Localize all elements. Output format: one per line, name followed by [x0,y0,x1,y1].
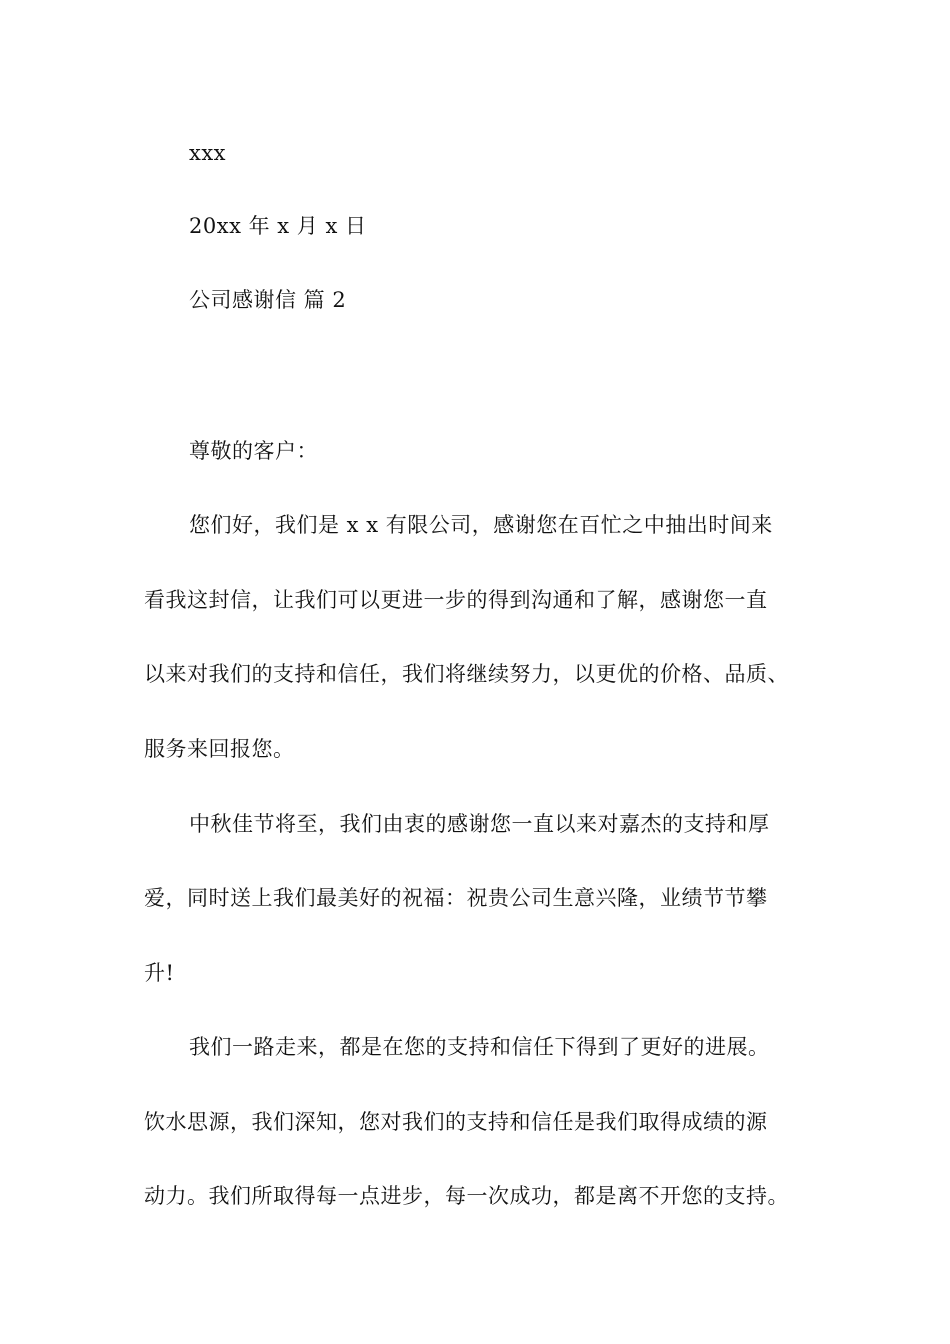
paragraph-3-line-1: 我们一路走来，都是在您的支持和信任下得到了更好的进展。 [189,1035,770,1059]
paragraph-1-line-2: 看我这封信，让我们可以更进一步的得到沟通和了解，感谢您一直 [144,588,768,612]
article-title: 公司感谢信 篇 2 [189,288,347,312]
paragraph-2-line-3: 升! [144,961,175,985]
paragraph-3-line-3: 动力。我们所取得每一点进步，每一次成功，都是离不开您的支持。 [144,1184,789,1208]
signature-line: xxx [189,141,227,165]
paragraph-2-line-1: 中秋佳节将至，我们由衷的感谢您一直以来对嘉杰的支持和厚 [189,812,770,836]
date-line: 20xx 年 x 月 x 日 [189,214,367,238]
paragraph-2-line-2: 爱，同时送上我们最美好的祝福：祝贵公司生意兴隆，业绩节节攀 [144,886,768,910]
paragraph-1-line-4: 服务来回报您。 [144,737,295,761]
salutation: 尊敬的客户： [189,439,318,463]
paragraph-1-line-1: 您们好，我们是 x x 有限公司，感谢您在百忙之中抽出时间来 [189,513,773,537]
paragraph-3-line-2: 饮水思源，我们深知，您对我们的支持和信任是我们取得成绩的源 [144,1110,768,1134]
paragraph-1-line-3: 以来对我们的支持和信任，我们将继续努力，以更优的价格、品质、 [144,662,789,686]
